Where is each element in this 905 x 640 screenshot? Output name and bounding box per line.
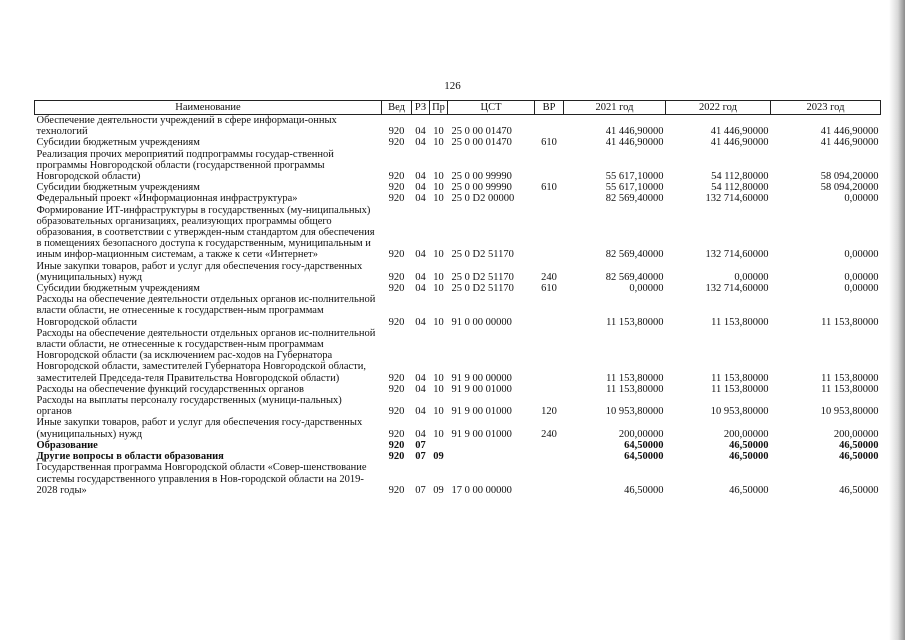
cell-cst: 91 9 00 01000 <box>451 406 512 418</box>
cell-2021: 55 617,10000 <box>605 171 664 183</box>
cell-vr: 610 <box>541 182 557 194</box>
cell-vr <box>535 451 564 462</box>
cell-pr: 10 <box>433 428 444 440</box>
cell-vr <box>535 462 564 496</box>
cell-2022: 200,00000 <box>723 428 769 440</box>
column-header-col-rz: РЗ <box>412 101 430 115</box>
cell-pr: 10 <box>433 249 444 261</box>
cell-name: Государственная программа Новгородской области «Совер-шенствование системы государственного управления в Нов-городской области на 2019-2028 годы» <box>36 462 367 496</box>
cell-ved: 920 <box>388 271 405 283</box>
cell-ved: 920 <box>388 249 405 261</box>
cell-2023: 0,00000 <box>844 193 879 205</box>
cell-pr: 10 <box>433 182 444 194</box>
cell-cst: 25 0 00 99990 <box>451 171 512 183</box>
cell-rz: 04 <box>415 283 426 295</box>
cell-rz: 07 <box>415 451 426 463</box>
cell-2021: 11 153,80000 <box>606 372 664 384</box>
cell-vr <box>535 115 564 138</box>
cell-ved: 920 <box>388 428 405 440</box>
cell-vr <box>535 440 564 451</box>
cell-2022: 54 112,80000 <box>711 171 769 183</box>
cell-cst: 25 0 D2 00000 <box>451 193 515 205</box>
cell-rz: 04 <box>415 171 426 183</box>
cell-name: Образование <box>36 439 98 451</box>
cell-ved: 920 <box>388 137 405 149</box>
table-row <box>35 294 881 328</box>
cell-cst: 25 0 00 01470 <box>451 126 512 138</box>
cell-name: Иные закупки товаров, работ и услуг для обеспечения госу-дарственных (муниципальных) нужд <box>36 260 363 283</box>
cell-2021: 55 617,10000 <box>605 182 664 194</box>
cell-2021: 41 446,90000 <box>605 137 664 149</box>
cell-vr <box>535 384 564 395</box>
cell-pr: 10 <box>433 383 444 395</box>
cell-2021: 11 153,80000 <box>606 383 664 395</box>
cell-cst: 91 9 00 01000 <box>451 383 512 395</box>
cell-vr <box>535 294 564 328</box>
cell-name: Другие вопросы в области образования <box>36 451 224 463</box>
cell-2023: 41 446,90000 <box>820 126 879 138</box>
cell-pr <box>430 440 448 451</box>
table-row <box>35 417 881 439</box>
cell-2021: 64,50000 <box>624 439 664 451</box>
cell-vr: 610 <box>541 283 557 295</box>
cell-2022: 10 953,80000 <box>710 406 769 418</box>
cell-pr: 10 <box>433 406 444 418</box>
cell-cst <box>448 440 535 451</box>
cell-rz: 04 <box>415 182 426 194</box>
cell-cst: 17 0 00 00000 <box>451 484 512 496</box>
cell-rz: 04 <box>415 126 426 138</box>
cell-2021: 46,50000 <box>624 484 664 496</box>
cell-2023: 10 953,80000 <box>820 406 879 418</box>
table-row <box>35 283 881 294</box>
cell-2021: 10 953,80000 <box>605 406 664 418</box>
cell-rz: 04 <box>415 406 426 418</box>
column-header-col-ved: Вед <box>382 101 412 115</box>
cell-2022: 46,50000 <box>729 484 769 496</box>
table-row <box>35 137 881 148</box>
cell-2021: 82 569,40000 <box>605 193 664 205</box>
cell-2023: 58 094,20000 <box>820 182 879 194</box>
cell-vr <box>535 328 564 384</box>
cell-vr: 120 <box>541 406 557 418</box>
cell-2021: 0,00000 <box>629 283 664 295</box>
table-row <box>35 451 881 462</box>
table-row <box>35 115 881 138</box>
cell-ved: 920 <box>388 316 405 328</box>
cell-vr: 240 <box>541 428 557 440</box>
budget-table <box>34 100 881 496</box>
page-number: 126 <box>444 80 461 92</box>
cell-ved: 920 <box>388 283 405 295</box>
cell-2022: 132 714,60000 <box>705 249 769 261</box>
column-header-col-2021: 2021 год <box>564 101 666 115</box>
cell-2022: 41 446,90000 <box>710 126 769 138</box>
cell-2023: 46,50000 <box>839 439 879 451</box>
cell-cst <box>448 451 535 462</box>
cell-2023: 41 446,90000 <box>820 137 879 149</box>
cell-ved: 920 <box>388 372 405 384</box>
cell-2023: 46,50000 <box>839 484 879 496</box>
cell-2023: 58 094,20000 <box>820 171 879 183</box>
cell-ved: 920 <box>388 439 405 451</box>
cell-cst: 25 0 00 99990 <box>451 182 512 194</box>
cell-rz: 07 <box>415 484 426 496</box>
cell-2021: 82 569,40000 <box>605 249 664 261</box>
cell-name: Расходы на выплаты персоналу государственных (муници-пальных) органов <box>36 395 342 418</box>
table-row <box>35 395 881 417</box>
cell-2023: 200,00000 <box>833 428 879 440</box>
cell-vr: 610 <box>541 137 557 149</box>
cell-name: Федеральный проект «Информационная инфраструктура» <box>36 193 298 205</box>
cell-cst: 25 0 00 01470 <box>451 137 512 149</box>
cell-cst: 25 0 D2 51170 <box>451 271 514 283</box>
cell-ved: 920 <box>388 484 405 496</box>
cell-ved: 920 <box>388 406 405 418</box>
cell-cst: 25 0 D2 51170 <box>451 283 514 295</box>
table-row <box>35 462 881 496</box>
cell-2023: 46,50000 <box>839 451 879 463</box>
cell-2021: 41 446,90000 <box>605 126 664 138</box>
cell-2022: 11 153,80000 <box>711 372 769 384</box>
cell-rz: 04 <box>415 383 426 395</box>
cell-2023: 11 153,80000 <box>821 316 879 328</box>
column-header-col-name: Наименование <box>35 101 382 115</box>
cell-ved: 920 <box>388 193 405 205</box>
scan-edge-shadow <box>889 0 905 640</box>
cell-pr: 10 <box>433 372 444 384</box>
cell-pr: 10 <box>433 271 444 283</box>
cell-cst: 25 0 D2 51170 <box>451 249 514 261</box>
cell-rz: 04 <box>415 316 426 328</box>
cell-pr: 09 <box>433 484 444 496</box>
cell-cst: 91 9 00 01000 <box>451 428 512 440</box>
cell-2022: 54 112,80000 <box>711 182 769 194</box>
cell-pr: 09 <box>433 451 444 463</box>
cell-2023: 0,00000 <box>844 271 879 283</box>
table-row <box>35 182 881 193</box>
cell-2022: 46,50000 <box>729 451 769 463</box>
cell-2021: 64,50000 <box>624 451 664 463</box>
cell-name: Субсидии бюджетным учреждениям <box>36 182 200 194</box>
cell-rz: 04 <box>415 372 426 384</box>
cell-name: Расходы на обеспечение функций государственных органов <box>36 383 304 395</box>
table-body <box>35 115 881 496</box>
cell-2023: 11 153,80000 <box>821 383 879 395</box>
cell-name: Формирование ИТ-инфраструктуры в государственных (му-ниципальных) образовательных организациях, реализующих программы общего образования, в соответствии с утвержден-ным стандартом для обеспечения в помещениях безопасного доступа к государственным, муниципальным и иным инфор-мационным системам, а также к сети «Интернет» <box>36 204 375 261</box>
cell-vr <box>535 205 564 261</box>
cell-2022: 11 153,80000 <box>711 383 769 395</box>
cell-2021: 11 153,80000 <box>606 316 664 328</box>
cell-vr <box>535 193 564 204</box>
column-header-col-vr: ВР <box>535 101 564 115</box>
cell-rz: 04 <box>415 193 426 205</box>
cell-2022: 132 714,60000 <box>705 193 769 205</box>
cell-2022: 0,00000 <box>734 271 769 283</box>
cell-rz: 04 <box>415 271 426 283</box>
cell-2023: 0,00000 <box>844 283 879 295</box>
cell-name: Расходы на обеспечение деятельности отдельных органов ис-полнительной власти области, не отнесенные к государствен-ным программам Новгородской области <box>36 294 376 328</box>
table-row <box>35 261 881 283</box>
cell-pr: 10 <box>433 126 444 138</box>
table-row <box>35 205 881 261</box>
cell-ved: 920 <box>388 171 405 183</box>
column-header-col-2022: 2022 год <box>666 101 771 115</box>
cell-rz: 04 <box>415 249 426 261</box>
column-header-col-pr: Пр <box>430 101 448 115</box>
cell-pr: 10 <box>433 171 444 183</box>
table-row <box>35 149 881 183</box>
cell-rz: 04 <box>415 428 426 440</box>
cell-2023: 11 153,80000 <box>821 372 879 384</box>
cell-name: Субсидии бюджетным учреждениям <box>36 283 200 295</box>
cell-2022: 11 153,80000 <box>711 316 769 328</box>
cell-2021: 200,00000 <box>618 428 664 440</box>
cell-2022: 46,50000 <box>729 439 769 451</box>
cell-ved: 920 <box>388 126 405 138</box>
cell-ved: 920 <box>388 383 405 395</box>
cell-cst: 91 0 00 00000 <box>451 316 512 328</box>
table-row <box>35 384 881 395</box>
cell-vr: 240 <box>541 271 557 283</box>
cell-name: Реализация прочих мероприятий подпрограммы государ-ственной программы Новгородской области (государственной программы Новгородской области) <box>36 148 334 183</box>
cell-vr <box>535 149 564 183</box>
table-header <box>35 101 881 115</box>
cell-2022: 132 714,60000 <box>705 283 769 295</box>
column-header-col-cst: ЦСТ <box>448 101 535 115</box>
table-row <box>35 193 881 204</box>
table-row <box>35 440 881 451</box>
cell-2023: 0,00000 <box>844 249 879 261</box>
cell-rz: 07 <box>415 439 426 451</box>
cell-2021: 82 569,40000 <box>605 271 664 283</box>
cell-cst: 91 9 00 00000 <box>451 372 512 384</box>
cell-name: Иные закупки товаров, работ и услуг для обеспечения госу-дарственных (муниципальных) нужд <box>36 417 363 440</box>
cell-pr: 10 <box>433 193 444 205</box>
column-header-col-2023: 2023 год <box>771 101 881 115</box>
cell-pr: 10 <box>433 283 444 295</box>
cell-name: Обеспечение деятельности учреждений в сфере информаци-онных технологий <box>36 115 337 138</box>
cell-pr: 10 <box>433 316 444 328</box>
cell-name: Субсидии бюджетным учреждениям <box>36 137 200 149</box>
cell-name: Расходы на обеспечение деятельности отдельных органов ис-полнительной власти области, не отнесенные к государствен-ным программам Новгородской области (за исключением рас-ходов на Губернатора Новгородской области, заместителей Губернатора Новгородской области, заместителей Председа-теля Правительства Новгородской области) <box>36 327 376 384</box>
table-row <box>35 328 881 384</box>
cell-ved: 920 <box>388 182 405 194</box>
cell-ved: 920 <box>388 451 405 463</box>
cell-rz: 04 <box>415 137 426 149</box>
cell-pr: 10 <box>433 137 444 149</box>
cell-2022: 41 446,90000 <box>710 137 769 149</box>
